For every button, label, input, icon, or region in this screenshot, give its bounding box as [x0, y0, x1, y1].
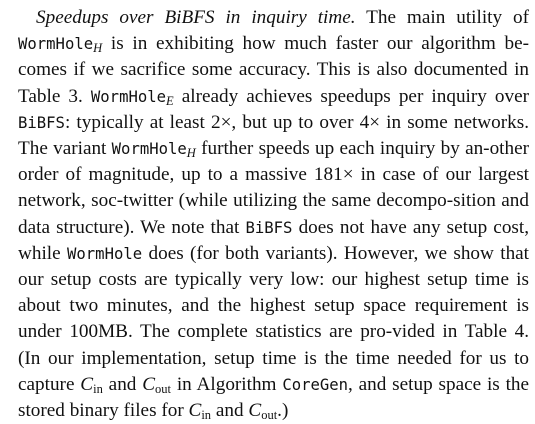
- subscript: H: [186, 146, 196, 161]
- algorithm-name: BiBFS: [18, 113, 65, 132]
- math-variable: C: [188, 400, 202, 422]
- text-run: further speeds up each inquiry by an-other order of magnitude, up to a massive 181× in case of our largest network, soc-twitter (while utilizing the same decompo-sition and data structure). We note that: [18, 138, 529, 238]
- text-run: does not have any setup cost, while: [18, 216, 530, 264]
- subscript: out: [261, 408, 278, 423]
- text-run: and: [215, 400, 244, 422]
- algorithm-name: WormHole: [90, 87, 167, 106]
- math-variable: C: [248, 400, 262, 422]
- algorithm-name: BiBFS: [245, 218, 293, 237]
- math-variable: C: [80, 373, 94, 395]
- algorithm-name: WormHole: [67, 244, 143, 263]
- subscript: in: [201, 408, 212, 423]
- text-run: is in exhibiting how much faster our algorithm be-comes if we sacrifice some accuracy. This is also documented in Table 3.: [18, 33, 530, 107]
- text-run: in Algorithm: [176, 373, 277, 395]
- text-run: The main utility of: [366, 7, 530, 28]
- text-run: , and setup space is the stored binary files for: [18, 373, 530, 422]
- algorithm-name: CoreGen: [282, 375, 349, 394]
- subscript: out: [155, 381, 172, 396]
- body-paragraph: [18, 5, 529, 424]
- text-run: .): [277, 400, 289, 422]
- text-run: and: [108, 373, 137, 395]
- text-run: already achieves speedups per inquiry over: [181, 85, 530, 107]
- algorithm-name: WormHole: [111, 140, 187, 159]
- paragraph-heading: Speedups over BiBFS in inquiry time.: [36, 7, 356, 28]
- text-run: does (for both variants). However, we show that our setup costs are typically very low: our highest setup time is about two minutes, and the highest setup space requirement is under 100MB. The complete statistics are pro-vided in Table 4. (In our implementation, setup time is the time needed for us to capture: [18, 242, 530, 395]
- algorithm-name: WormHole: [18, 35, 94, 54]
- subscript: E: [166, 93, 174, 108]
- text-run: : typically at least 2×, but up to over 4× in some networks. The variant: [18, 111, 529, 160]
- subscript: H: [93, 41, 103, 56]
- subscript: in: [93, 381, 103, 396]
- math-variable: C: [142, 373, 156, 395]
